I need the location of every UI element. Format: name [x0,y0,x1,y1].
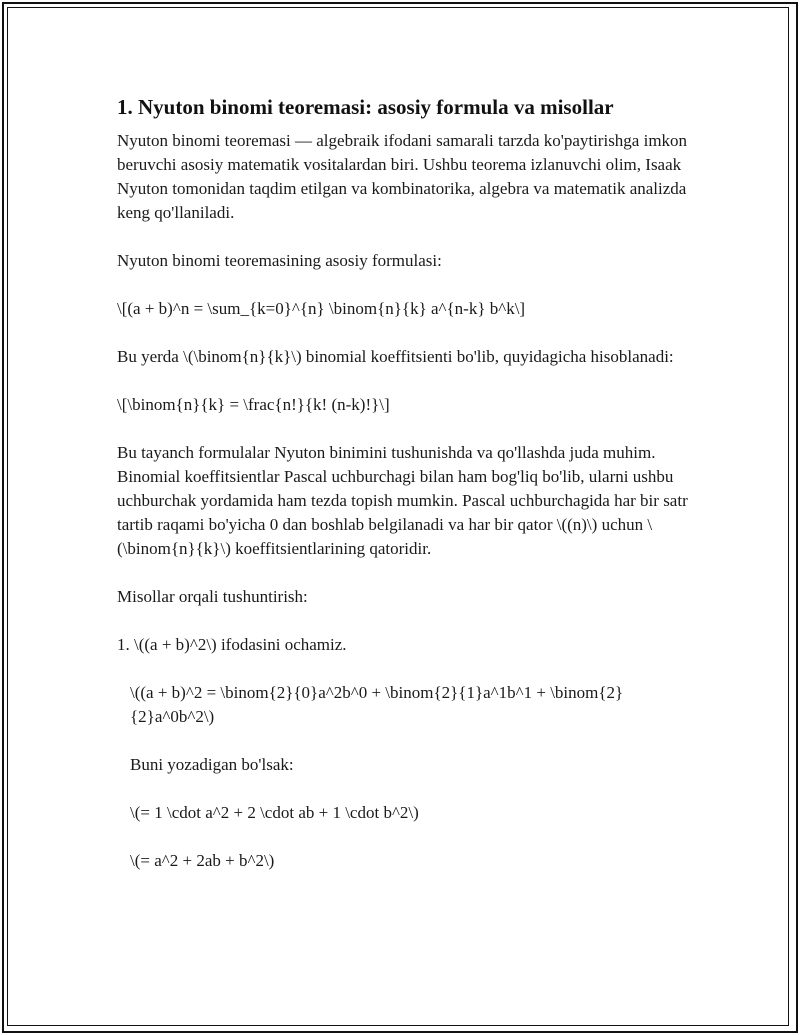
formula-intro-paragraph: Nyuton binomi teoremasining asosiy formulasi: [117,251,442,270]
document-body [117,94,697,897]
example-1-step-2: \(= a^2 + 2ab + b^2\) [130,851,275,870]
pascal-paragraph: Bu tayanch formulalar Nyuton binimini tushunishda va qo'llashda juda muhim. Binomial koeffitsientlar Pascal uchburchagi bilan ham bog'liq bo'lib, ularni ushbu uchburchak yordamida ham tezda topish mumkin. Pascal uchburchagida har bir satr tartib raqami bo'yicha 0 dan boshlab belgilanadi va har bir qator \((n)\) uchun \(\binom{n}{k}\) koeffitsientlarining qatoridir. [117,443,692,558]
coefficient-formula: \[\binom{n}{k} = \frac{n!}{k! (n-k)!}\] [117,395,390,414]
example-1-title: 1. \((a + b)^2\) ifodasini ochamiz. [117,635,347,654]
example-1-expansion: \((a + b)^2 = \binom{2}{0}a^2b^0 + \binom{2}{1}a^1b^1 + \binom{2}{2}a^0b^2\) [130,683,624,726]
coefficient-intro-paragraph: Bu yerda \(\binom{n}{k}\) binomial koeffitsienti bo'lib, quyidagicha hisoblanadi: [117,347,674,366]
main-formula: \[(a + b)^n = \sum_{k=0}^{n} \binom{n}{k} a^{n-k} b^k\] [117,299,526,318]
section-heading: 1. Nyuton binomi teoremasi: asosiy formula va misollar [117,95,614,119]
examples-intro-paragraph: Misollar orqali tushuntirish: [117,587,308,606]
example-1-note: Buni yozadigan bo'lsak: [130,755,294,774]
example-1-step-1: \(= 1 \cdot a^2 + 2 \cdot ab + 1 \cdot b^2\) [130,803,419,822]
intro-paragraph: Nyuton binomi teoremasi — algebraik ifodani samarali tarzda ko'paytirishga imkon beruvchi asosiy matematik vositalardan biri. Ushbu teorema izlanuvchi olim, Isaak Nyuton tomonidan taqdim etilgan va kombinatorika, algebra va matematik analizda keng qo'llaniladi. [117,131,692,222]
